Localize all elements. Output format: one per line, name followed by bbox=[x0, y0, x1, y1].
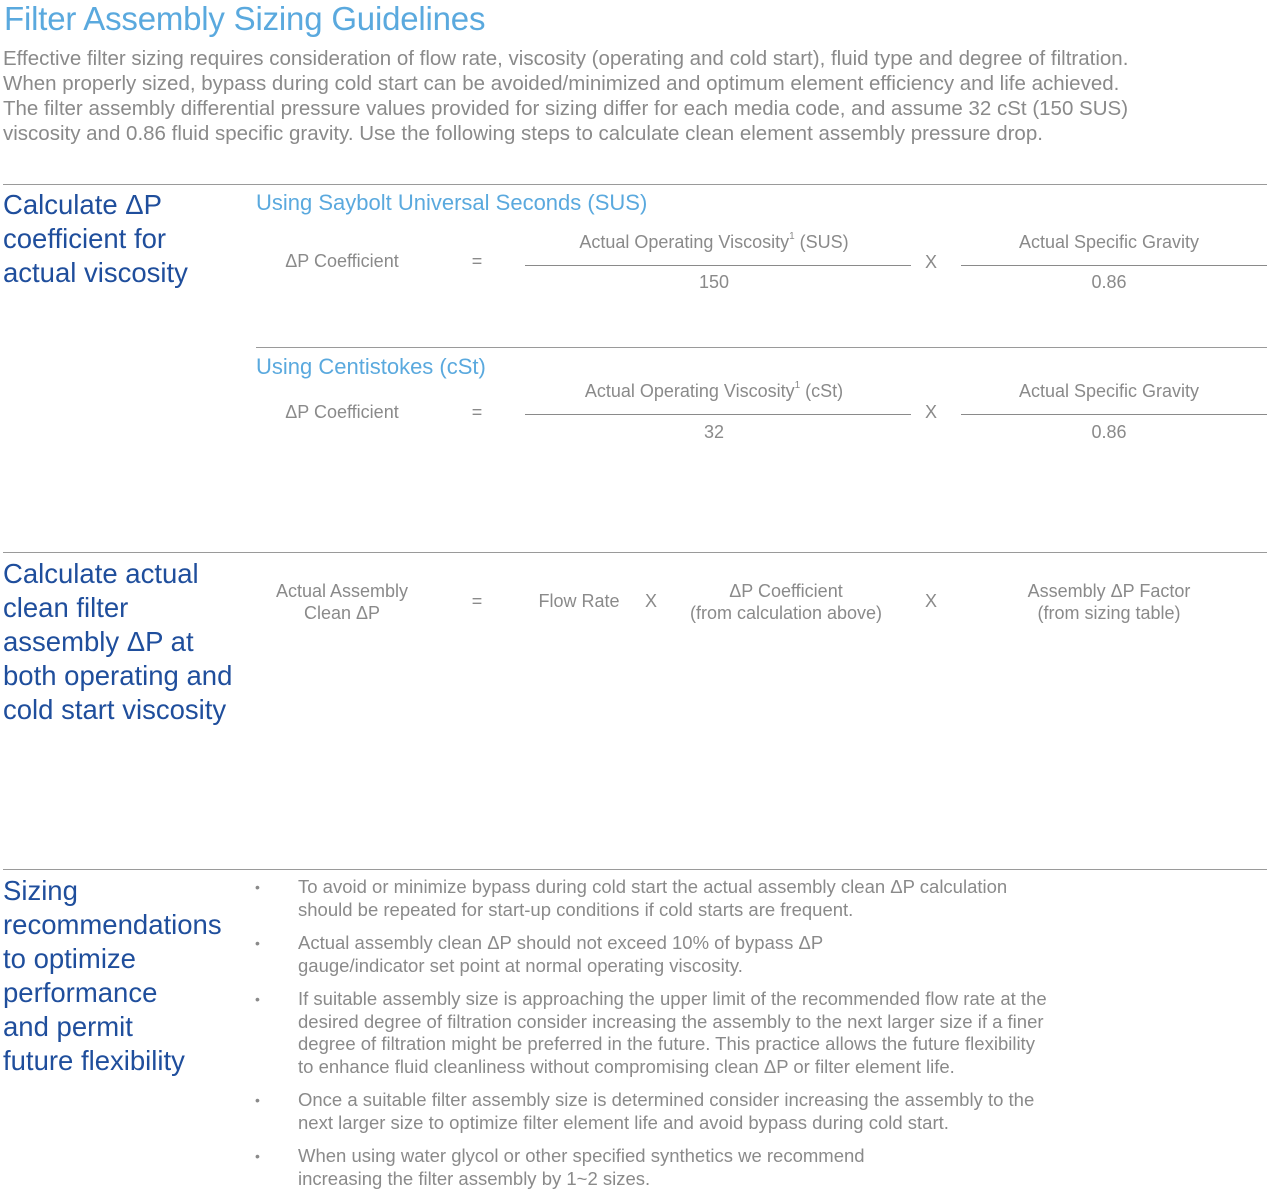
bullet-line: degree of filtration might be preferred in the future. This practice allows the future flexibility bbox=[298, 1033, 1035, 1054]
sus-subheading: Using Saybolt Universal Seconds (SUS) bbox=[256, 190, 648, 215]
intro-line: Effective filter sizing requires consideration of flow rate, viscosity (operating and cold start), fluid type and degree of filtration. bbox=[3, 47, 1129, 70]
bullet-line: desired degree of filtration consider increasing the assembly to the next larger size if a finer bbox=[298, 1010, 1044, 1032]
bullet-line: Actual assembly clean ΔP should not exceed 10% of bypass ΔP bbox=[298, 932, 824, 953]
section1-heading bbox=[3, 188, 188, 290]
bullet-line: Once a suitable filter assembly size is determined consider increasing the assembly to the bbox=[298, 1089, 1035, 1110]
section3-heading bbox=[3, 874, 222, 1078]
bullet-icon: • bbox=[255, 879, 260, 895]
lhs-line: Clean ΔP bbox=[303, 603, 381, 623]
sus-sg-fraction-line bbox=[961, 265, 1267, 266]
heading-line: and permit bbox=[3, 1011, 133, 1042]
sus-fraction-line bbox=[525, 265, 911, 266]
heading-line: cold start viscosity bbox=[3, 694, 227, 725]
cst-fraction-line bbox=[525, 414, 911, 415]
dp-coefficient-ref bbox=[666, 580, 906, 624]
sus-unit: (SUS) bbox=[794, 232, 849, 252]
heading-line: both operating and bbox=[3, 660, 233, 691]
cst-unit: (cSt) bbox=[800, 381, 844, 401]
flow-rate: Flow Rate bbox=[538, 591, 620, 611]
footnote-marker: 1 bbox=[794, 380, 801, 391]
section2-heading bbox=[3, 557, 232, 727]
bullet-line: to enhance fluid cleanliness without compromising clean ΔP or filter element life. bbox=[298, 1055, 955, 1077]
bullet-icon: • bbox=[255, 1092, 260, 1108]
cst-numerator-text: Actual Operating Viscosity bbox=[584, 381, 795, 401]
bullet-icon: • bbox=[255, 991, 260, 1007]
list-item bbox=[255, 932, 1155, 977]
intro-line: The filter assembly differential pressure values provided for sizing differ for each media code, and assume 32 cSt (150 SUS) bbox=[3, 97, 1129, 120]
list-item bbox=[255, 988, 1155, 1078]
factor-line: Assembly ΔP Factor bbox=[1027, 581, 1191, 601]
list-item bbox=[255, 1145, 1155, 1190]
section-divider bbox=[3, 869, 1267, 870]
heading-line: clean filter bbox=[3, 592, 129, 623]
footnote-marker: 1 bbox=[789, 231, 795, 242]
list-item bbox=[255, 1089, 1155, 1134]
cst-sg-numerator: Actual Specific Gravity bbox=[1018, 381, 1200, 401]
subsection-divider bbox=[256, 347, 1267, 348]
bullet-line: should be repeated for start-up conditions if cold starts are frequent. bbox=[298, 898, 854, 920]
sus-sg-numerator: Actual Specific Gravity bbox=[1018, 232, 1200, 252]
sus-equals: = bbox=[471, 251, 483, 271]
heading-line: future flexibility bbox=[3, 1045, 185, 1076]
section-divider bbox=[3, 552, 1267, 553]
cst-denominator: 32 bbox=[703, 422, 725, 442]
heading-line: Calculate ΔP bbox=[3, 189, 162, 220]
bullet-line: gauge/indicator set point at normal operating viscosity. bbox=[298, 954, 743, 976]
heading-line: coefficient for bbox=[3, 223, 167, 254]
sus-lhs: ΔP Coefficient bbox=[285, 251, 399, 271]
cst-numerator bbox=[525, 381, 903, 402]
sus-numerator-text: Actual Operating Viscosity bbox=[579, 232, 790, 252]
assembly-dp-lhs bbox=[262, 580, 422, 624]
bullet-line: next larger size to optimize filter element life and avoid bypass during cold start. bbox=[298, 1111, 949, 1133]
recommendations-list bbox=[255, 876, 1155, 1201]
coef-line: (from calculation above) bbox=[689, 603, 883, 623]
heading-line: Calculate actual bbox=[3, 558, 199, 589]
bullet-line: When using water glycol or other specified synthetics we recommend bbox=[298, 1145, 865, 1166]
heading-line: to optimize bbox=[3, 943, 136, 974]
assembly-times-2: X bbox=[924, 591, 937, 611]
section-divider bbox=[3, 184, 1267, 185]
heading-line: assembly ΔP at bbox=[3, 626, 194, 657]
heading-line: recommendations bbox=[3, 909, 222, 940]
intro-paragraph bbox=[3, 46, 1263, 146]
sus-numerator bbox=[525, 232, 903, 253]
sus-denominator: 150 bbox=[698, 272, 730, 292]
intro-line: When properly sized, bypass during cold start can be avoided/minimized and optimum element efficiency and life achieved. bbox=[3, 72, 1120, 95]
assembly-dp-factor bbox=[961, 580, 1257, 624]
assembly-equals: = bbox=[471, 591, 483, 611]
sus-sg-denominator: 0.86 bbox=[1091, 272, 1127, 292]
cst-equals: = bbox=[471, 402, 483, 422]
heading-line: performance bbox=[3, 977, 158, 1008]
bullet-line: To avoid or minimize bypass during cold start the actual assembly clean ΔP calculation bbox=[298, 876, 1008, 897]
assembly-times-1: X bbox=[644, 591, 657, 611]
lhs-line: Actual Assembly bbox=[275, 581, 409, 601]
heading-line: actual viscosity bbox=[3, 257, 188, 288]
list-item bbox=[255, 876, 1155, 921]
heading-line: Sizing bbox=[3, 875, 78, 906]
factor-line: (from sizing table) bbox=[1037, 603, 1181, 623]
page-title: Filter Assembly Sizing Guidelines bbox=[4, 0, 486, 37]
cst-times: X bbox=[924, 402, 937, 422]
bullet-icon: • bbox=[255, 935, 260, 951]
bullet-line: increasing the filter assembly by 1~2 sizes. bbox=[298, 1167, 651, 1189]
sus-times: X bbox=[924, 252, 937, 272]
bullet-icon: • bbox=[255, 1148, 260, 1164]
bullet-line: If suitable assembly size is approaching the upper limit of the recommended flow rate at the bbox=[298, 988, 1047, 1009]
coef-line: ΔP Coefficient bbox=[729, 581, 843, 601]
cst-lhs: ΔP Coefficient bbox=[285, 402, 399, 422]
cst-subheading: Using Centistokes (cSt) bbox=[256, 354, 486, 379]
cst-sg-denominator: 0.86 bbox=[1091, 422, 1127, 442]
cst-sg-fraction-line bbox=[961, 414, 1267, 415]
intro-line: viscosity and 0.86 fluid specific gravity. Use the following steps to calculate clean element assembly pressure drop. bbox=[3, 122, 1043, 145]
